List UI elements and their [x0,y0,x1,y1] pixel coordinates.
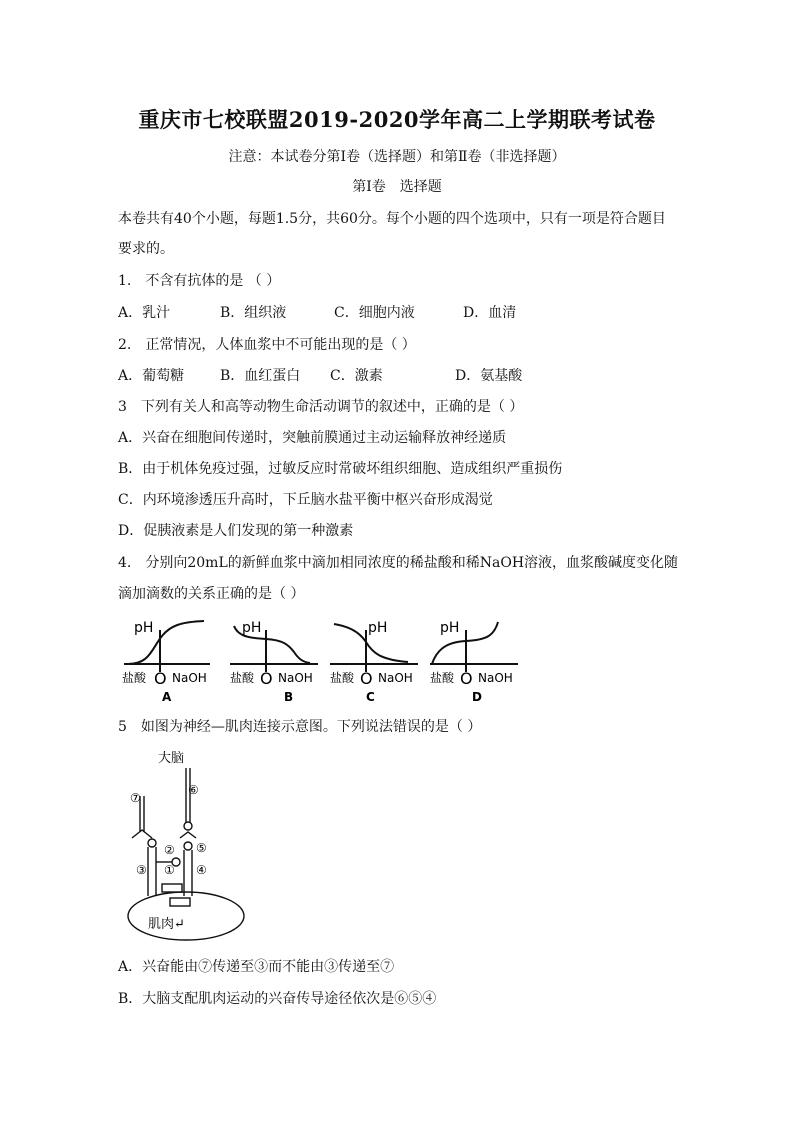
naoh-label: NaOH [378,671,413,685]
label-7: ⑦ [130,791,141,805]
q2-option-c: C．激素 [330,368,383,384]
origin-label: O [460,669,473,688]
origin-label: O [260,669,273,688]
intro-line-2: 要求的。 [118,241,174,257]
q1-option-d: D．血清 [463,305,517,321]
muscle-label: 肌肉↵ [148,917,185,932]
label-6: ⑥ [188,783,199,797]
ph-label: pH [368,620,388,636]
q5-option-b: B．大脑支配肌肉运动的兴奋传导途径依次是⑥⑤④ [118,991,437,1007]
muscle-ellipse [128,892,244,940]
naoh-label: NaOH [172,671,207,685]
ph-label: pH [440,620,460,636]
synapse-node [184,822,192,830]
q1-option-c: C．细胞内液 [334,305,415,321]
nerve-muscle-diagram [118,746,268,945]
junction-box-1 [162,884,182,892]
ph-label: pH [242,620,262,636]
label-1: ① [164,863,175,877]
graph-letter: B [284,690,294,704]
label-4: ④ [196,863,207,877]
graph-letter: D [472,690,482,704]
q2-option-b: B．血红蛋白 [220,368,301,384]
acid-label: 盐酸 [230,671,255,685]
q4-graph-d [428,612,524,704]
q1-option-a: A．乳汁 [118,305,171,321]
graph-letter: C [366,690,375,704]
q4-graph-c [328,612,424,704]
q2-option-d: D．氨基酸 [455,368,523,384]
q3-option-a: A．兴奋在细胞间传递时，突触前膜通过主动运输释放神经递质 [118,430,507,446]
q4-graph-b [228,612,324,704]
origin-label: O [360,669,373,688]
label-2: ② [164,843,175,857]
q5-option-a: A．兴奋能由⑦传递至③而不能由③传递至⑦ [118,959,395,975]
q2-option-a: A．葡萄糖 [118,368,185,384]
acid-label: 盐酸 [430,671,455,685]
q4-stem-1: 4. 分别向20mL的新鲜血浆中滴加相同浓度的稀盐酸和稀NaOH溶液，血浆酸碱度变化随 [118,555,679,571]
q2-stem: 2. 正常情况，人体血浆中不可能出现的是（ ） [118,337,416,353]
label-5: ⑤ [196,841,207,855]
acid-label: 盐酸 [122,671,147,685]
junction-box-2 [170,898,190,906]
naoh-label: NaOH [478,671,513,685]
q3-option-c: C．内环境渗透压升高时，下丘脑水盐平衡中枢兴奋形成渴觉 [118,492,493,508]
synapse-fork-left [132,830,152,838]
exam-title: 重庆市七校联盟2019-2020学年高二上学期联考试卷 [138,107,656,132]
section-heading: 第Ⅰ卷 选择题 [352,179,442,195]
q3-option-d: D．促胰液素是人们发现的第一种激素 [118,523,354,539]
q4-graph-a [120,612,216,704]
label-3: ③ [136,863,147,877]
intro-line-1: 本卷共有40个小题，每题1.5分，共60分。每个小题的四个选项中，只有一项是符合题目 [118,211,666,227]
acid-label: 盐酸 [330,671,355,685]
q1-stem: 1. 不含有抗体的是 （ ） [118,273,281,289]
ph-label: pH [134,620,154,636]
q5-stem: 5 如图为神经—肌肉连接示意图。下列说法错误的是（ ） [118,719,482,735]
synapse-fork-right [180,832,196,838]
brain-label: 大脑 [158,751,185,766]
q3-option-b: B．由于机体免疫过强，过敏反应时常破坏组织细胞、造成组织严重损伤 [118,461,563,477]
q3-stem: 3 下列有关人和高等动物生命活动调节的叙述中，正确的是（ ） [118,399,524,415]
q1-option-b: B．组织液 [220,305,287,321]
naoh-label: NaOH [278,671,313,685]
q4-stem-2: 滴加滴数的关系正确的是（ ） [118,586,305,602]
origin-label: O [154,669,167,688]
graph-letter: A [162,690,172,704]
exam-notice: 注意：本试卷分第Ⅰ卷（选择题）和第Ⅱ卷（非选择题） [228,149,566,165]
